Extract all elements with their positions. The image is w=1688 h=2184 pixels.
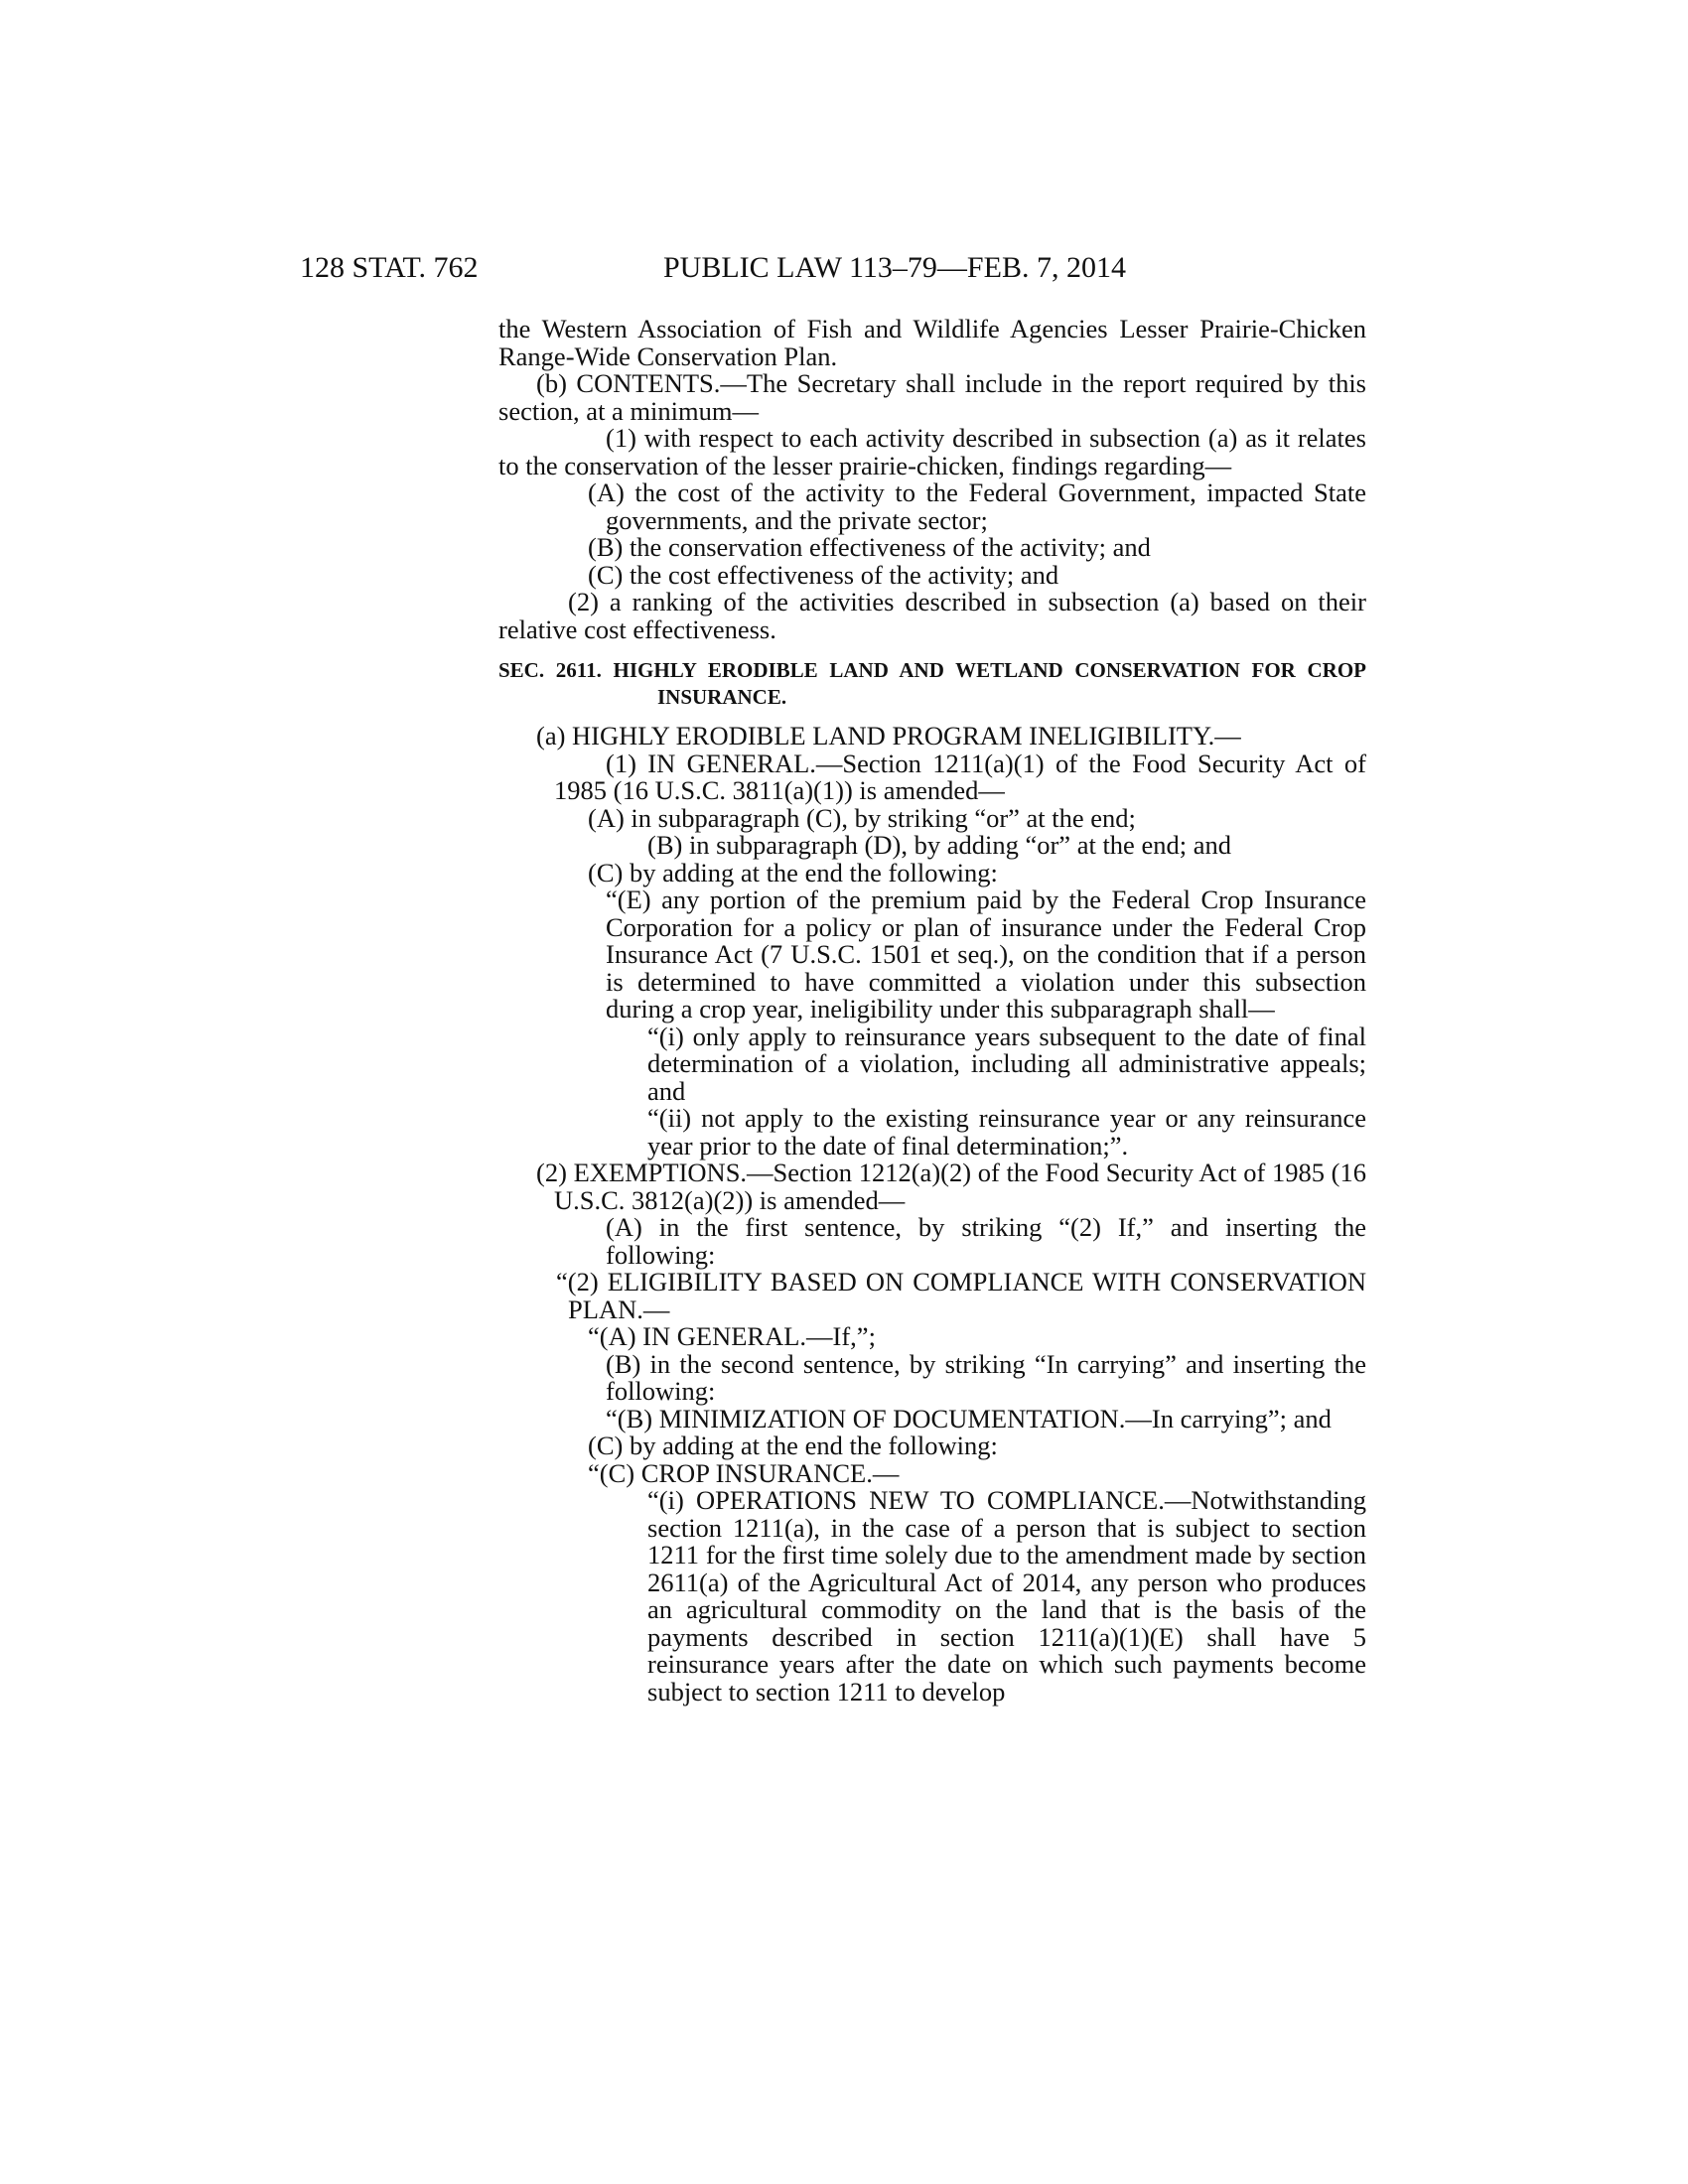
paragraph: “(A) IN GENERAL.—If,”; <box>588 1321 876 1351</box>
paragraph: (1) with respect to each activity described in subsection (a) as it relates to the conservation of the lesser prairie-chicken, findings regarding— <box>498 423 1366 480</box>
paragraph: “(i) only apply to reinsurance years subsequent to the date of final determination of a violation, including all administrative appeals; and <box>647 1021 1366 1106</box>
paragraph: (2) EXEMPTIONS.—Section 1212(a)(2) of the Food Security Act of 1985 (16 U.S.C. 3812(a)(2)) is amended— <box>536 1158 1366 1215</box>
document-body <box>498 316 1366 1706</box>
paragraph: (2) a ranking of the activities described in subsection (a) based on their relative cost effectiveness. <box>498 587 1366 644</box>
paragraph: (B) the conservation effectiveness of the activity; and <box>588 532 1151 562</box>
paragraph: (1) IN GENERAL.—Section 1211(a)(1) of the Food Security Act of 1985 (16 U.S.C. 3811(a)(1)) is amended— <box>554 748 1366 805</box>
paragraph: “(i) OPERATIONS NEW TO COMPLIANCE.—Notwithstanding section 1211(a), in the case of a person that is subject to section 1211 for the first time solely due to the amendment made by section 2611(a) of the Agricultural Act of 2014, any person who produces an agricultural commodity on the land that is the basis of the payments described in section 1211(a)(1)(E) shall have 5 reinsurance years after the date on which such payments become subject to section 1211 to develop <box>647 1485 1366 1706</box>
paragraph: “(C) CROP INSURANCE.— <box>588 1457 900 1488</box>
paragraph: (b) CONTENTS.—The Secretary shall include in the report required by this section, at a minimum— <box>498 368 1366 426</box>
stat-page-number: 128 STAT. 762 <box>300 251 479 284</box>
paragraph: (C) by adding at the end the following: <box>588 857 998 887</box>
running-head: PUBLIC LAW 113–79—FEB. 7, 2014 <box>663 251 1126 284</box>
paragraph: (C) the cost effectiveness of the activity; and <box>588 559 1059 590</box>
paragraph: (B) in subparagraph (D), by adding “or” at the end; and <box>647 830 1231 860</box>
paragraph: (C) by adding at the end the following: <box>588 1431 998 1460</box>
paragraph: “(E) any portion of the premium paid by the Federal Crop Insurance Corporation for a policy or plan of insurance under the Federal Crop Insurance Act (7 U.S.C. 1501 et seq.), on the condition that if a person is determined to have committed a violation under this subsection during a crop year, ineligibility under this subparagraph shall— <box>606 885 1366 1024</box>
paragraph: (A) in the first sentence, by striking “(2) If,” and inserting the following: <box>606 1212 1366 1270</box>
section-heading: SEC. 2611. HIGHLY ERODIBLE LAND AND WETLAND CONSERVATION FOR CROP INSURANCE. <box>498 658 1366 709</box>
paragraph: “(B) MINIMIZATION OF DOCUMENTATION.—In carrying”; and <box>606 1403 1332 1433</box>
paragraph: (A) in subparagraph (C), by striking “or” at the end; <box>588 802 1136 833</box>
paragraph: “(ii) not apply to the existing reinsurance year or any reinsurance year prior to the date of final determination;”. <box>647 1103 1366 1160</box>
paragraph: the Western Association of Fish and Wildlife Agencies Lesser Prairie-Chicken Range-Wide Conservation Plan. <box>498 314 1366 371</box>
subsection-heading: (a) HIGHLY ERODIBLE LAND PROGRAM INELIGIBILITY.— <box>536 721 1241 751</box>
paragraph: “(2) ELIGIBILITY BASED ON COMPLIANCE WITH CONSERVATION PLAN.— <box>556 1267 1366 1324</box>
paragraph: (B) in the second sentence, by striking “In carrying” and inserting the following: <box>606 1348 1366 1406</box>
paragraph: (A) the cost of the activity to the Federal Government, impacted State governments, and the private sector; <box>588 478 1366 535</box>
